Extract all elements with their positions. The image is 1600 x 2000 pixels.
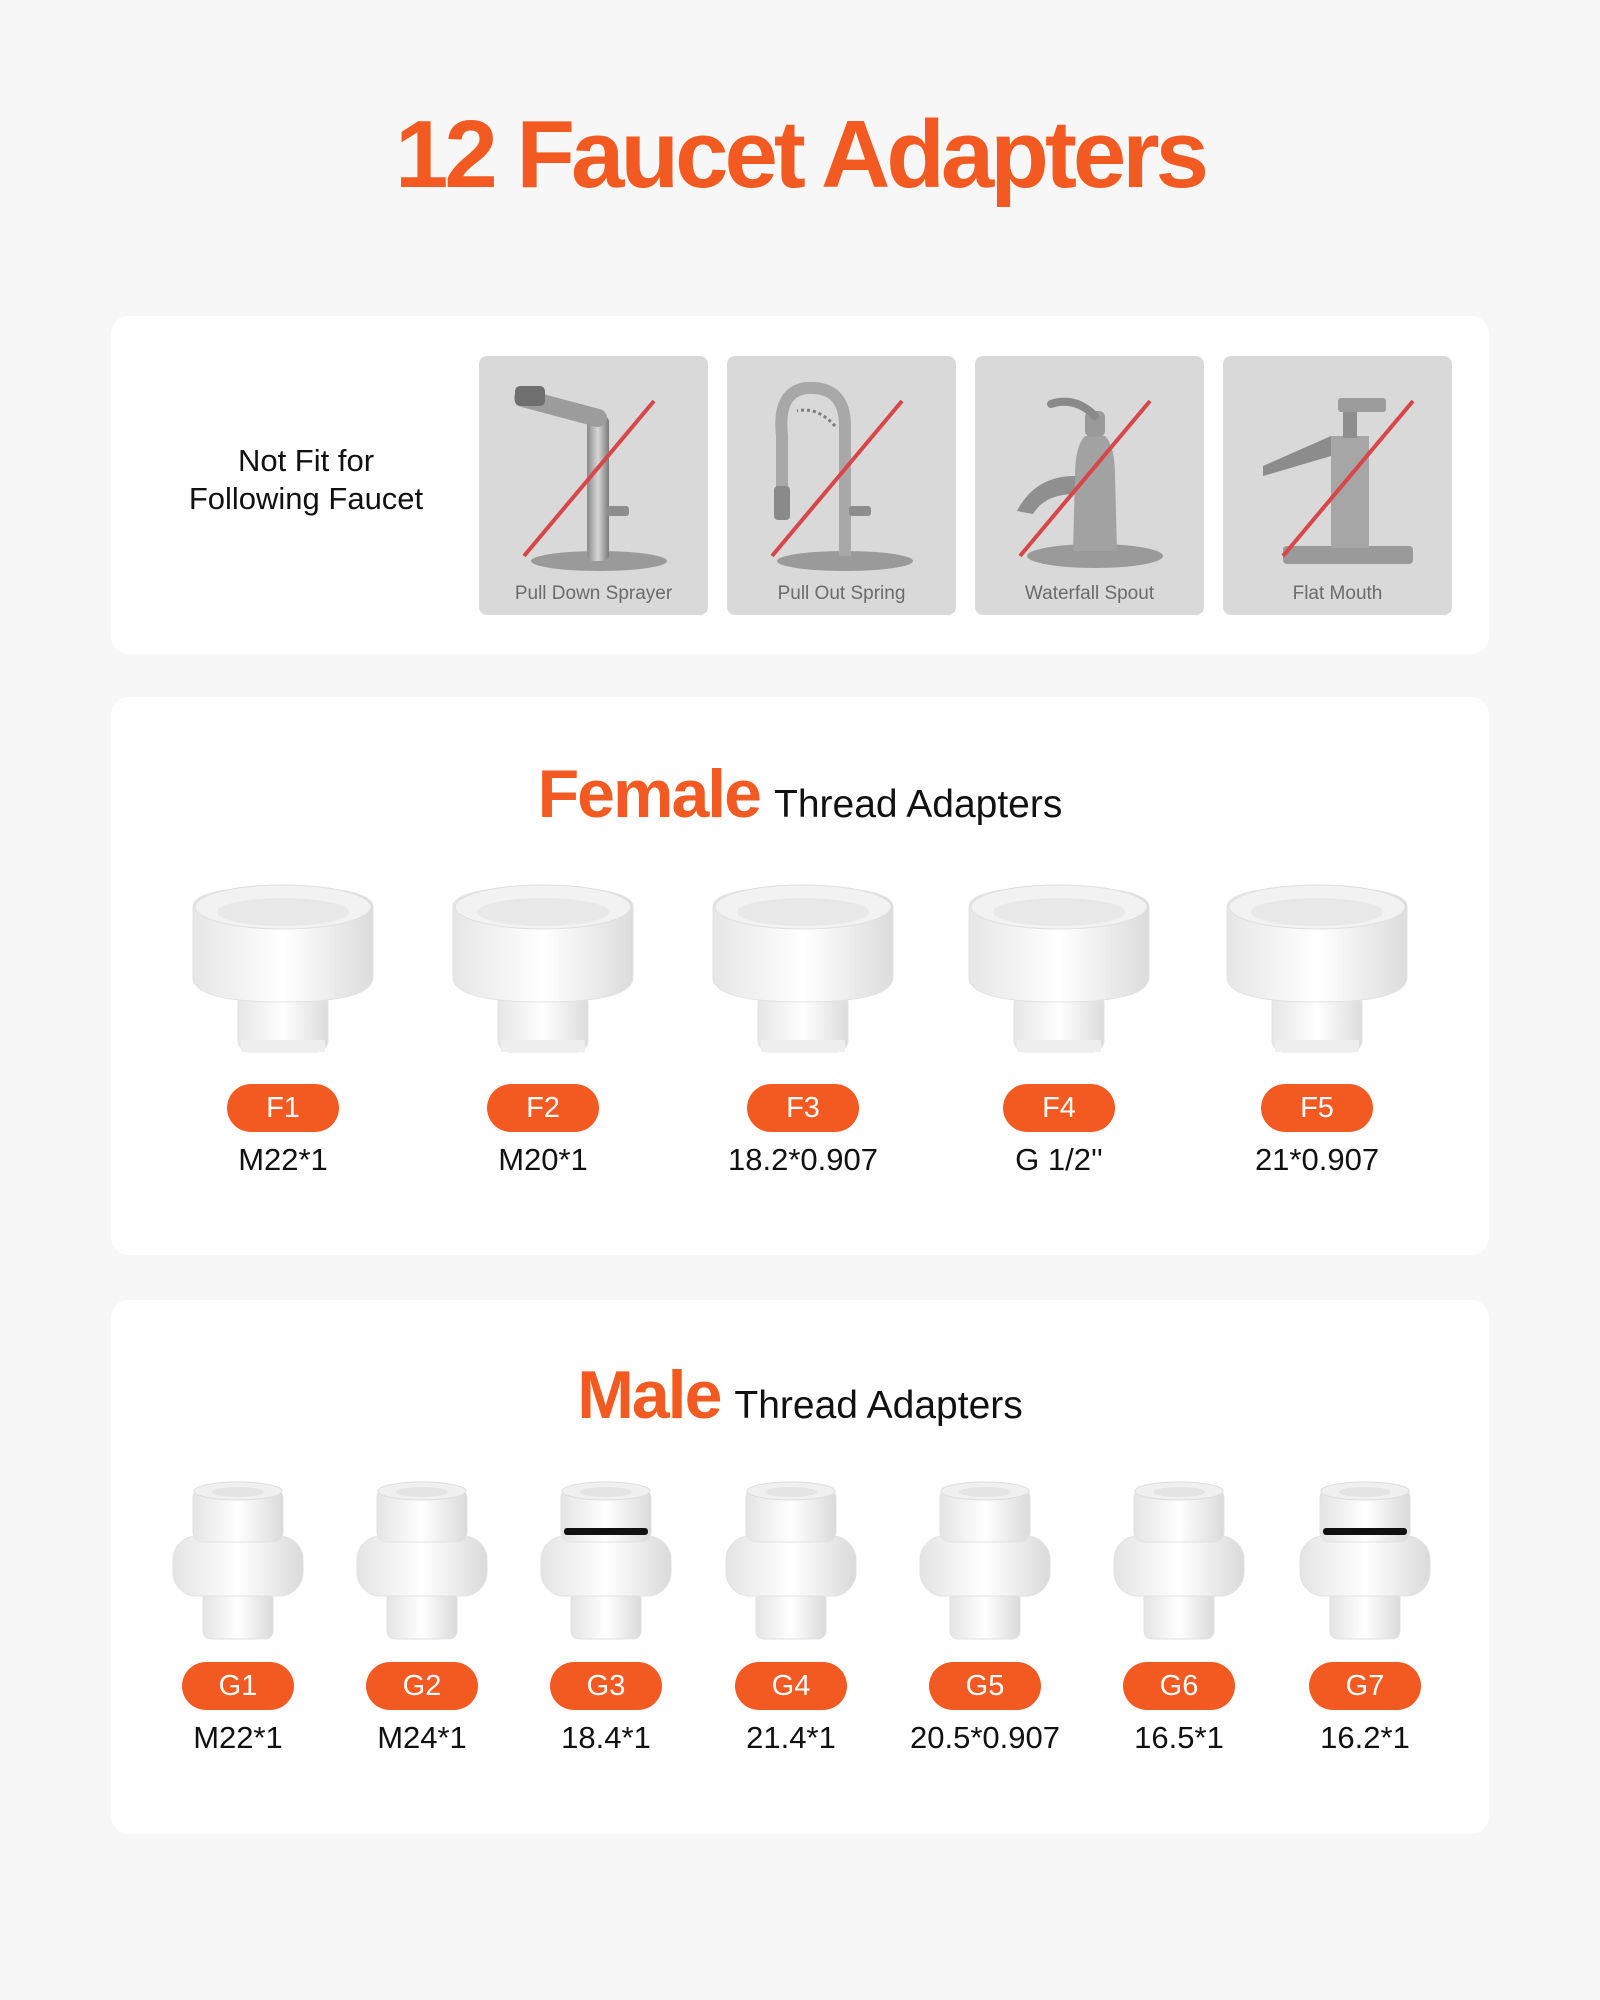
adapter-thread-spec: M24*1 (377, 1720, 467, 1755)
not-fit-line-2: Following Faucet (188, 481, 424, 516)
male-adapter-g4 (681, 1476, 901, 1756)
adapter-code-badge: G6 (1123, 1662, 1235, 1710)
faucet-label: Waterfall Spout (1024, 583, 1155, 604)
adapter-thread-spec: 16.2*1 (1320, 1720, 1410, 1755)
faucet-tile-flat-mouth (1223, 356, 1452, 615)
adapter-code-badge: G7 (1309, 1662, 1421, 1710)
female-adapter-image (693, 872, 913, 1072)
adapter-thread-spec: 21.4*1 (746, 1720, 836, 1755)
female-adapter-f4 (949, 872, 1169, 1178)
male-adapter-image (1255, 1476, 1475, 1646)
adapter-code-badge: G3 (550, 1662, 662, 1710)
male-adapter-g5 (875, 1476, 1095, 1756)
adapter-thread-spec: 18.2*0.907 (728, 1142, 878, 1177)
female-adapter-f3 (693, 872, 913, 1178)
faucet-label: Pull Out Spring (777, 583, 906, 604)
female-adapter-image (1207, 872, 1427, 1072)
adapter-thread-spec: M20*1 (498, 1142, 588, 1177)
not-fit-line-1: Not Fit for (237, 443, 375, 478)
faucet-tile-pull-out-spring (727, 356, 956, 615)
adapter-code-badge: F5 (1261, 1084, 1373, 1132)
female-adapter-image (949, 872, 1169, 1072)
adapter-code-badge: F4 (1003, 1084, 1115, 1132)
adapter-thread-spec: M22*1 (238, 1142, 328, 1177)
pull-out-spring-faucet-icon (727, 356, 956, 615)
flat-mouth-faucet-icon (1223, 356, 1452, 615)
adapter-thread-spec: 20.5*0.907 (910, 1720, 1060, 1755)
female-section-title (111, 755, 1489, 833)
adapter-thread-spec: 18.4*1 (561, 1720, 651, 1755)
female-adapter-f5 (1207, 872, 1427, 1178)
page-title: 12 Faucet Adapters (394, 101, 1206, 208)
female-adapter-f1 (173, 872, 393, 1178)
faucet-label: Flat Mouth (1292, 583, 1383, 604)
adapter-code-badge: F1 (227, 1084, 339, 1132)
adapter-code-badge: F2 (487, 1084, 599, 1132)
not-fit-card (111, 316, 1489, 654)
female-adapter-image (173, 872, 393, 1072)
faucet-tile-pull-down-sprayer (479, 356, 708, 615)
adapter-thread-spec: 16.5*1 (1134, 1720, 1224, 1755)
female-adapter-image (433, 872, 653, 1072)
adapter-thread-spec: M22*1 (193, 1720, 283, 1755)
adapter-code-badge: G5 (929, 1662, 1041, 1710)
adapter-code-badge: G2 (366, 1662, 478, 1710)
not-fit-text (161, 442, 451, 518)
male-section-title (111, 1356, 1489, 1434)
adapter-thread-spec: 21*0.907 (1254, 1142, 1380, 1177)
male-adapter-g7 (1255, 1476, 1475, 1756)
female-adapters-card (111, 697, 1489, 1255)
waterfall-spout-faucet-icon (975, 356, 1204, 615)
adapter-code-badge: G4 (735, 1662, 847, 1710)
male-adapters-card (111, 1300, 1489, 1834)
male-adapter-image (681, 1476, 901, 1646)
pull-down-sprayer-faucet-icon (479, 356, 708, 615)
male-adapter-image (875, 1476, 1095, 1646)
female-title-rest: Thread Adapters (774, 783, 1063, 826)
faucet-tile-waterfall-spout (975, 356, 1204, 615)
female-adapter-f2 (433, 872, 653, 1178)
male-accent: Male (577, 1357, 721, 1433)
faucet-label: Pull Down Sprayer (514, 583, 673, 604)
adapter-code-badge: G1 (182, 1662, 294, 1710)
adapter-code-badge: F3 (747, 1084, 859, 1132)
male-title-rest: Thread Adapters (734, 1384, 1023, 1427)
female-accent: Female (537, 756, 760, 832)
adapter-thread-spec: G 1/2'' (1015, 1142, 1103, 1177)
